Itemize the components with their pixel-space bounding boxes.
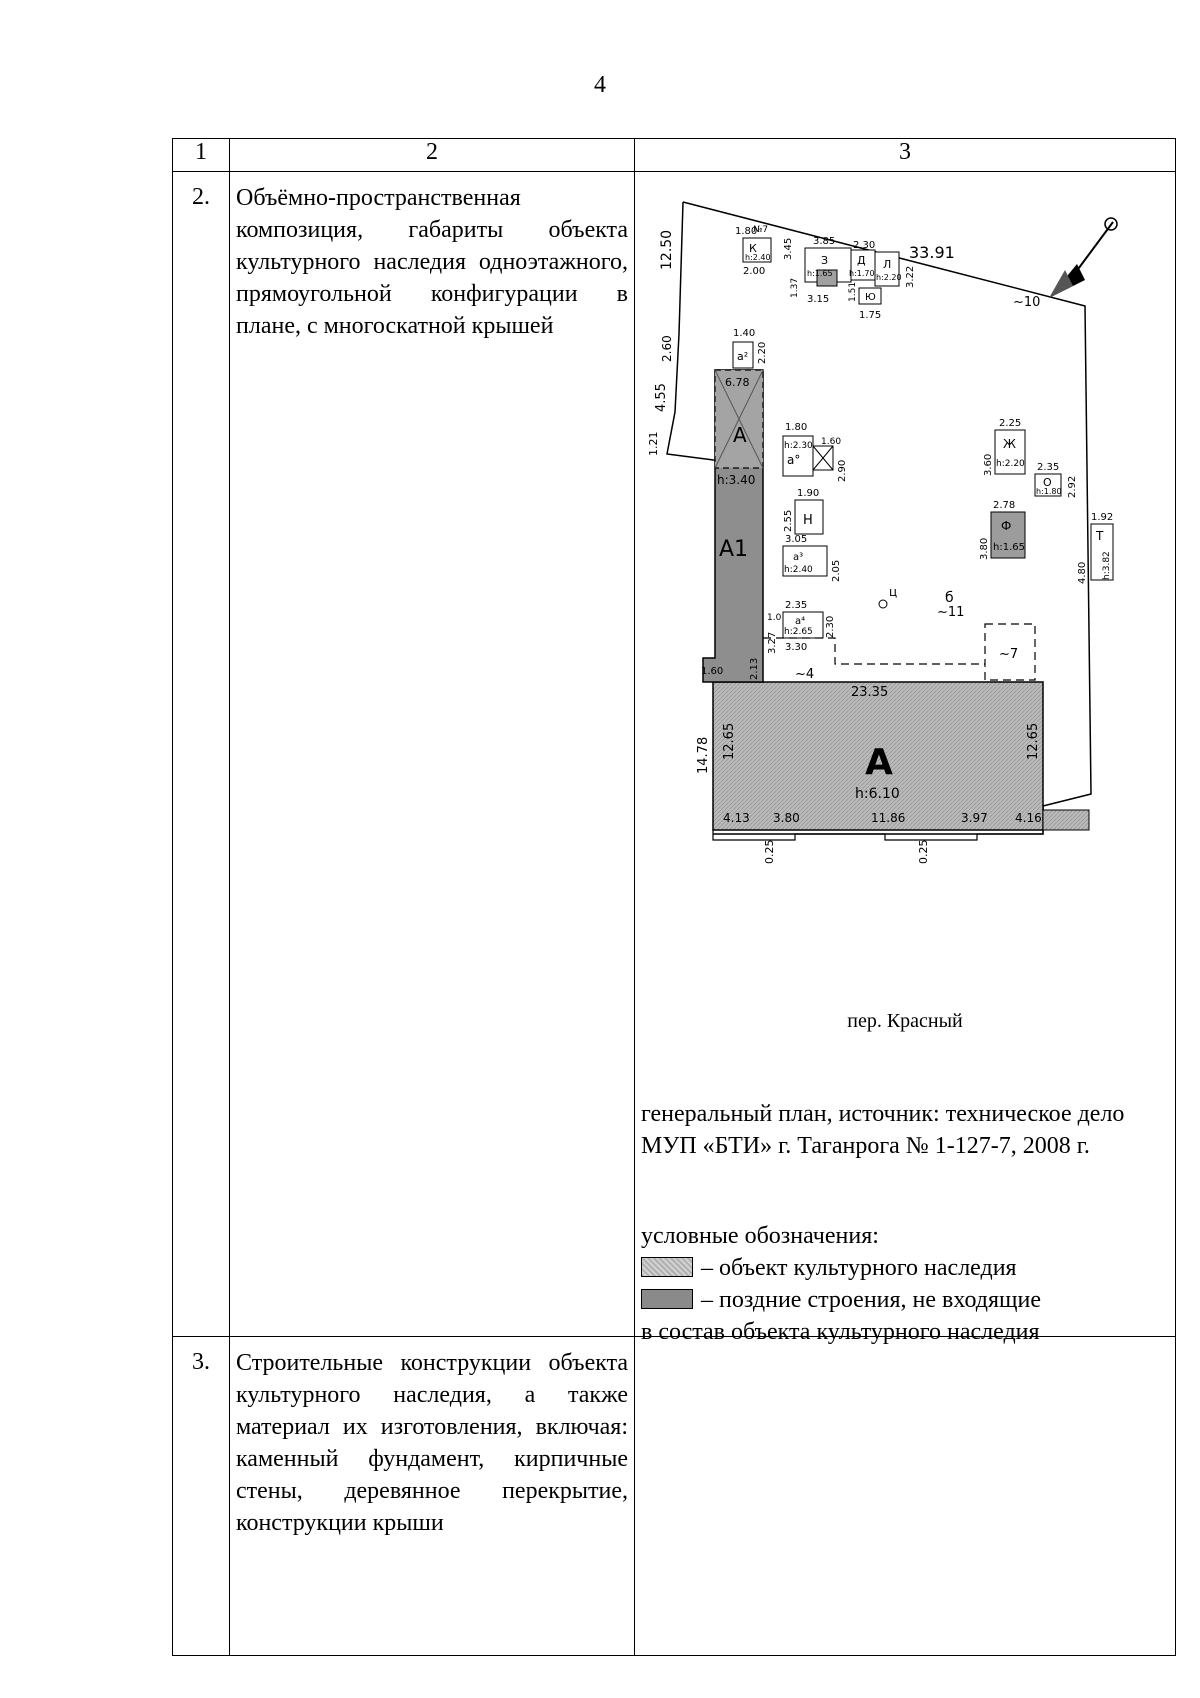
attributes-table [172, 138, 1176, 1656]
empty-cell [635, 1337, 1176, 1656]
label-a2: а² [737, 350, 749, 363]
label-a3: а³ [793, 552, 804, 563]
label-f: Ф [1001, 519, 1012, 533]
label-z-h: h:1.65 [807, 269, 833, 278]
label-area7: ~7 [999, 647, 1019, 662]
label-yu: Ю [865, 292, 876, 303]
label-d-w: 2.30 [853, 240, 876, 251]
label-narrow1: 1.0 [767, 613, 782, 623]
label-d-h: h:1.70 [849, 269, 875, 278]
main-building-footing [713, 830, 1043, 840]
label-a0-h: h:2.30 [784, 441, 813, 451]
row-description: Объёмно-пространственная композиция, габариты объекта культурного наследия одноэтажного, прямоугольной конфигурации в плане, с многоскатной крышей [230, 172, 635, 1337]
label-side-left: 12.65 [722, 722, 737, 760]
label-yu-bot: 1.75 [859, 310, 882, 321]
label-width-top: 23.35 [851, 685, 889, 700]
label-yu-side: 1.51 [848, 281, 858, 302]
legend [641, 1220, 1171, 1348]
label-seg2: 3.80 [773, 811, 800, 825]
table-row [173, 172, 1176, 1337]
label-zh-h: h:2.20 [996, 459, 1025, 469]
label-t-h: h:3.82 [1102, 551, 1112, 580]
label-l-h: h:2.20 [876, 273, 902, 282]
label-a0-side: 2.90 [837, 459, 848, 482]
label-yard: б [945, 590, 954, 606]
label-z: З [821, 254, 829, 267]
label-a2-w: 1.40 [733, 328, 756, 339]
corner-extension [1043, 810, 1089, 830]
label-main-height: h:6.10 [855, 786, 900, 802]
plan-caption: генеральный план, источник: техническое дело МУП «БТИ» г. Таганрога № 1-127-7, 2008 г. [641, 1101, 1125, 1159]
label-k-bot: 2.00 [743, 266, 766, 277]
label-side-right: 12.65 [1026, 722, 1041, 760]
label-well: ц [889, 585, 898, 599]
label-a4-side: 2.30 [825, 615, 836, 638]
label-annex: А1 [719, 537, 749, 562]
label-o-w: 2.35 [1037, 462, 1060, 473]
label-north-len: 33.91 [909, 243, 955, 262]
table-row [173, 1337, 1176, 1656]
label-main-building: А [865, 742, 893, 783]
label-a4-bot: 3.30 [785, 642, 808, 653]
label-a3-h: h:2.40 [784, 565, 813, 575]
label-n: Н [803, 513, 813, 528]
label-a2-h: 2.20 [757, 341, 768, 364]
table-header-row [173, 139, 1176, 172]
label-a3-w: 3.05 [785, 534, 808, 545]
label-low-mid: 2.13 [749, 657, 760, 680]
label-o: О [1043, 476, 1052, 489]
label-west-mid: 2.60 [660, 335, 674, 362]
label-z2-w: 3.85 [813, 236, 836, 247]
label-t-side: 4.80 [1077, 561, 1088, 584]
label-annex-upper: А [733, 423, 747, 447]
label-west-top: 12.50 [659, 229, 675, 270]
label-l-side: 3.22 [905, 265, 916, 288]
header-col-1: 1 [173, 139, 230, 172]
label-k-w: 1.80 [735, 226, 758, 237]
label-west-low: 4.55 [654, 383, 669, 412]
label-d: Д [857, 254, 866, 267]
label-west-corner: 1.21 [647, 431, 660, 456]
label-l: Л [883, 258, 892, 271]
label-offset2: 0.25 [917, 839, 930, 864]
label-o-side: 2.92 [1067, 475, 1078, 498]
label-narrow2: 3.27 [767, 631, 778, 654]
site-plan-drawing [645, 194, 1145, 994]
label-zh: Ж [1003, 437, 1016, 451]
legend-text: – объект культурного наследия [701, 1255, 1017, 1281]
label-area10: ~10 [1013, 295, 1041, 310]
label-zh-side: 3.60 [983, 453, 994, 476]
label-x-w: 1.60 [821, 437, 842, 447]
north-arrow-icon [1049, 218, 1117, 298]
label-t: Т [1096, 529, 1104, 543]
label-zh-w: 2.25 [999, 418, 1022, 429]
row-description: Строительные конструкции объекта культурного наследия, а также материал их изготовления, включая: каменный фундамент, кирпичные стены, деревянное перекрытие, конструкции крыши [230, 1337, 635, 1656]
label-a-top: 6.78 [725, 376, 750, 389]
label-a4-w: 2.35 [785, 600, 808, 611]
label-seg4: 3.97 [961, 811, 988, 825]
label-n-w: 1.90 [797, 488, 820, 499]
label-k-num: №7 [753, 225, 769, 235]
label-k: К [749, 242, 757, 255]
label-annex-height: h:3.40 [717, 473, 756, 487]
label-z-side: 1.37 [790, 277, 800, 298]
legend-item [641, 1284, 1171, 1316]
legend-text-continued: в состав объекта культурного наследия [641, 1319, 1040, 1345]
legend-text: – поздние строения, не входящие [701, 1287, 1041, 1313]
label-o-h: h:1.80 [1036, 487, 1062, 496]
label-z-w: 3.45 [783, 237, 794, 260]
label-seg5: 4.16 [1015, 811, 1042, 825]
label-t-w: 1.92 [1091, 512, 1114, 523]
label-f-w: 2.78 [993, 500, 1016, 511]
page-number: 4 [594, 72, 606, 98]
heritage-swatch-icon [641, 1257, 693, 1277]
label-seg3: 11.86 [871, 811, 906, 825]
label-overall-left: 14.78 [696, 736, 711, 774]
label-a3-side: 2.05 [831, 559, 842, 582]
late-building-swatch-icon [641, 1289, 693, 1309]
row-number: 2. [173, 172, 230, 1337]
label-k-h: h:2.40 [745, 253, 771, 262]
label-a4: а⁴ [795, 616, 806, 627]
label-a4-h: h:2.65 [784, 627, 813, 637]
label-yard-area: ~11 [937, 605, 965, 620]
label-seg1: 4.13 [723, 811, 750, 825]
site-plan [635, 172, 1175, 1345]
legend-item [641, 1252, 1171, 1284]
label-z-bot: 3.15 [807, 294, 830, 305]
legend-title: условные обозначения: [641, 1223, 879, 1249]
label-a0: а° [787, 453, 801, 467]
label-f-h: h:1.65 [993, 542, 1025, 553]
label-f-side: 3.80 [979, 537, 990, 560]
header-col-3: 3 [635, 139, 1176, 172]
label-low-left: 1.60 [701, 666, 724, 677]
row-number: 3. [173, 1337, 230, 1656]
plan-cell [635, 172, 1176, 1345]
label-offset1: 0.25 [763, 839, 776, 864]
header-col-2: 2 [230, 139, 635, 172]
label-n-side: 2.55 [783, 509, 794, 532]
street-label: пер. Красный [847, 1010, 963, 1032]
label-a0-w: 1.80 [785, 422, 808, 433]
label-area4: ~4 [795, 667, 815, 682]
